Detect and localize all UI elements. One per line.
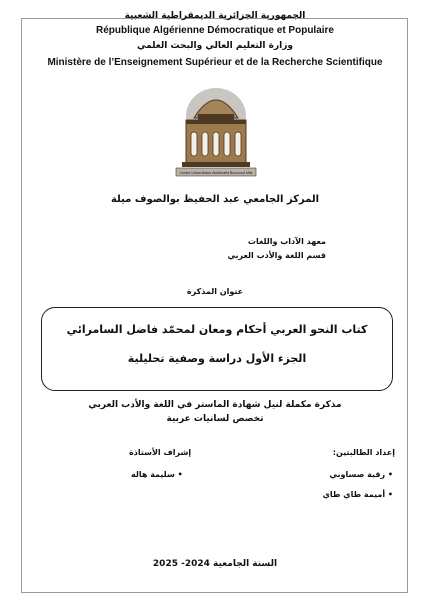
department-name: قسم اللغة والأدب العربي (227, 251, 326, 260)
university-logo (172, 84, 260, 178)
specialization: تخصص لسانيات عربية (166, 414, 264, 424)
ministry-french: Ministère de l’Enseignement Supérieur et de la Recherche Scientifique (47, 57, 383, 68)
academic-year: السنة الجامعية 2024- 2025 (152, 559, 278, 569)
student-name: • رقية صساوبي (329, 470, 393, 479)
memo-title-line-1: كتاب النحو العربي أحكام ومعان لمحمّد فاضل السامرائي (66, 323, 368, 336)
institute-name: معهد الآداب واللغات (247, 237, 326, 246)
memo-title-line-2: الجزء الأول دراسة وصفية تحليلية (127, 352, 307, 365)
supervisor-heading: إشراف الأستاذة (129, 448, 192, 457)
memo-title-label: عنوان المذكرة (186, 287, 244, 296)
students-heading: إعداد الطالبتين: (332, 448, 395, 457)
student-name: • أميمة طاي طاي (322, 490, 393, 499)
university-center-name: المركز الجامعي عبد الحفيظ بوالصوف ميلة (110, 194, 320, 205)
supervisor-name: • سليمة هاله (131, 470, 183, 479)
logo-caption: Centre Universitaire Abdelhafid Boussouf Mila (179, 171, 253, 175)
ministry-arabic: وزارة التعليم العالي والبحث العلمي (136, 41, 294, 51)
republic-arabic: الجمهورية الجزائرية الديمقراطية الشعبية (124, 11, 306, 21)
memo-title-box (41, 307, 393, 391)
republic-french: République Algérienne Démocratique et Populaire (95, 25, 334, 36)
degree-statement: مذكرة مكملة لنيل شهادة الماستر في اللغة والأدب العربي (88, 400, 342, 410)
